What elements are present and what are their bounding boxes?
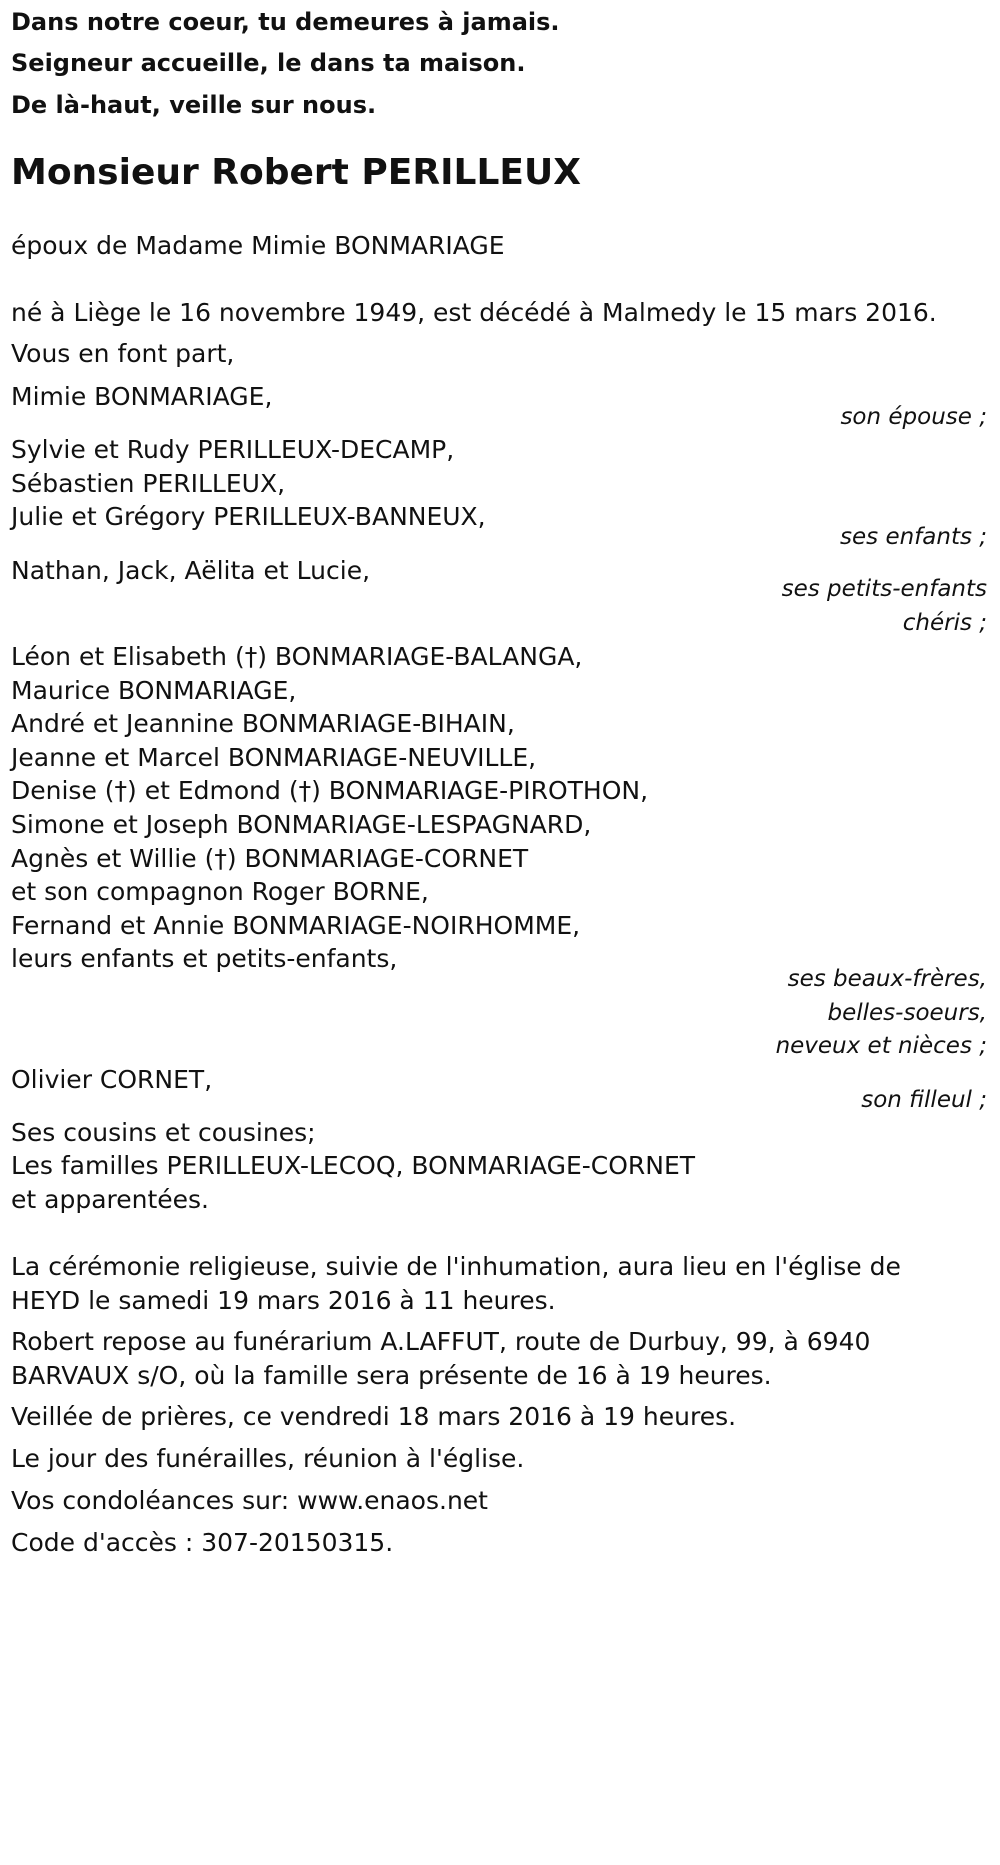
condolences-line: Vos condoléances sur: www.enaos.net <box>11 1486 488 1515</box>
children-relation: ses enfants ; <box>840 524 987 550</box>
in-law-name: et son compagnon Roger BORNE, <box>11 877 429 906</box>
meeting-line: Le jour des funérailles, réunion à l'église. <box>11 1444 525 1473</box>
ceremony-line-1: La cérémonie religieuse, suivie de l'inhumation, aura lieu en l'église de <box>11 1252 901 1281</box>
in-law-name: Agnès et Willie (†) BONMARIAGE-CORNET <box>11 844 529 873</box>
in-law-name: Denise (†) et Edmond (†) BONMARIAGE-PIROTHON, <box>11 776 649 805</box>
spouse-relation: son épouse ; <box>840 404 987 430</box>
vigil-line: Veillée de prières, ce vendredi 18 mars 2016 à 19 heures. <box>11 1402 737 1431</box>
announcement-intro: Vous en font part, <box>11 339 235 368</box>
birth-death-line: né à Liège le 16 novembre 1949, est décédé à Malmedy le 15 mars 2016. <box>11 298 937 327</box>
child-name: Sébastien PERILLEUX, <box>11 469 286 498</box>
verse-line-2: Seigneur accueille, le dans ta maison. <box>11 49 526 77</box>
in-law-name: Maurice BONMARIAGE, <box>11 676 297 705</box>
godson-name: Olivier CORNET, <box>11 1065 213 1094</box>
deceased-name: Monsieur Robert PERILLEUX <box>11 152 581 193</box>
verse-line-3: De là-haut, veille sur nous. <box>11 91 377 119</box>
verse-line-1: Dans notre coeur, tu demeures à jamais. <box>11 8 560 36</box>
child-name: Sylvie et Rudy PERILLEUX-DECAMP, <box>11 435 455 464</box>
in-laws-relation-3: neveux et nièces ; <box>775 1033 987 1059</box>
funerarium-line-2: BARVAUX s/O, où la famille sera présente de 16 à 19 heures. <box>11 1361 772 1390</box>
access-code-line: Code d'accès : 307-20150315. <box>11 1528 394 1557</box>
others-line-3: et apparentées. <box>11 1185 209 1214</box>
funerarium-line-1: Robert repose au funérarium A.LAFFUT, route de Durbuy, 99, à 6940 <box>11 1327 871 1356</box>
spouse-line: époux de Madame Mimie BONMARIAGE <box>11 231 505 260</box>
in-law-name: Fernand et Annie BONMARIAGE-NOIRHOMME, <box>11 911 581 940</box>
in-law-name: Simone et Joseph BONMARIAGE-LESPAGNARD, <box>11 810 592 839</box>
spouse-name: Mimie BONMARIAGE, <box>11 382 273 411</box>
in-law-name: Léon et Elisabeth (†) BONMARIAGE-BALANGA, <box>11 642 583 671</box>
others-line-2: Les familles PERILLEUX-LECOQ, BONMARIAGE-CORNET <box>11 1151 696 1180</box>
godson-relation: son filleul ; <box>861 1087 987 1113</box>
child-name: Julie et Grégory PERILLEUX-BANNEUX, <box>11 502 486 531</box>
in-law-name: leurs enfants et petits-enfants, <box>11 944 398 973</box>
grandchildren-names: Nathan, Jack, Aëlita et Lucie, <box>11 556 371 585</box>
in-laws-relation-2: belles-soeurs, <box>827 1000 987 1026</box>
grandchildren-relation-2: chéris ; <box>902 610 987 636</box>
in-law-name: Jeanne et Marcel BONMARIAGE-NEUVILLE, <box>11 743 537 772</box>
grandchildren-relation-1: ses petits-enfants <box>781 576 987 602</box>
in-law-name: André et Jeannine BONMARIAGE-BIHAIN, <box>11 709 515 738</box>
others-line-1: Ses cousins et cousines; <box>11 1118 316 1147</box>
in-laws-relation-1: ses beaux-frères, <box>787 966 987 992</box>
ceremony-line-2: HEYD le samedi 19 mars 2016 à 11 heures. <box>11 1286 556 1315</box>
